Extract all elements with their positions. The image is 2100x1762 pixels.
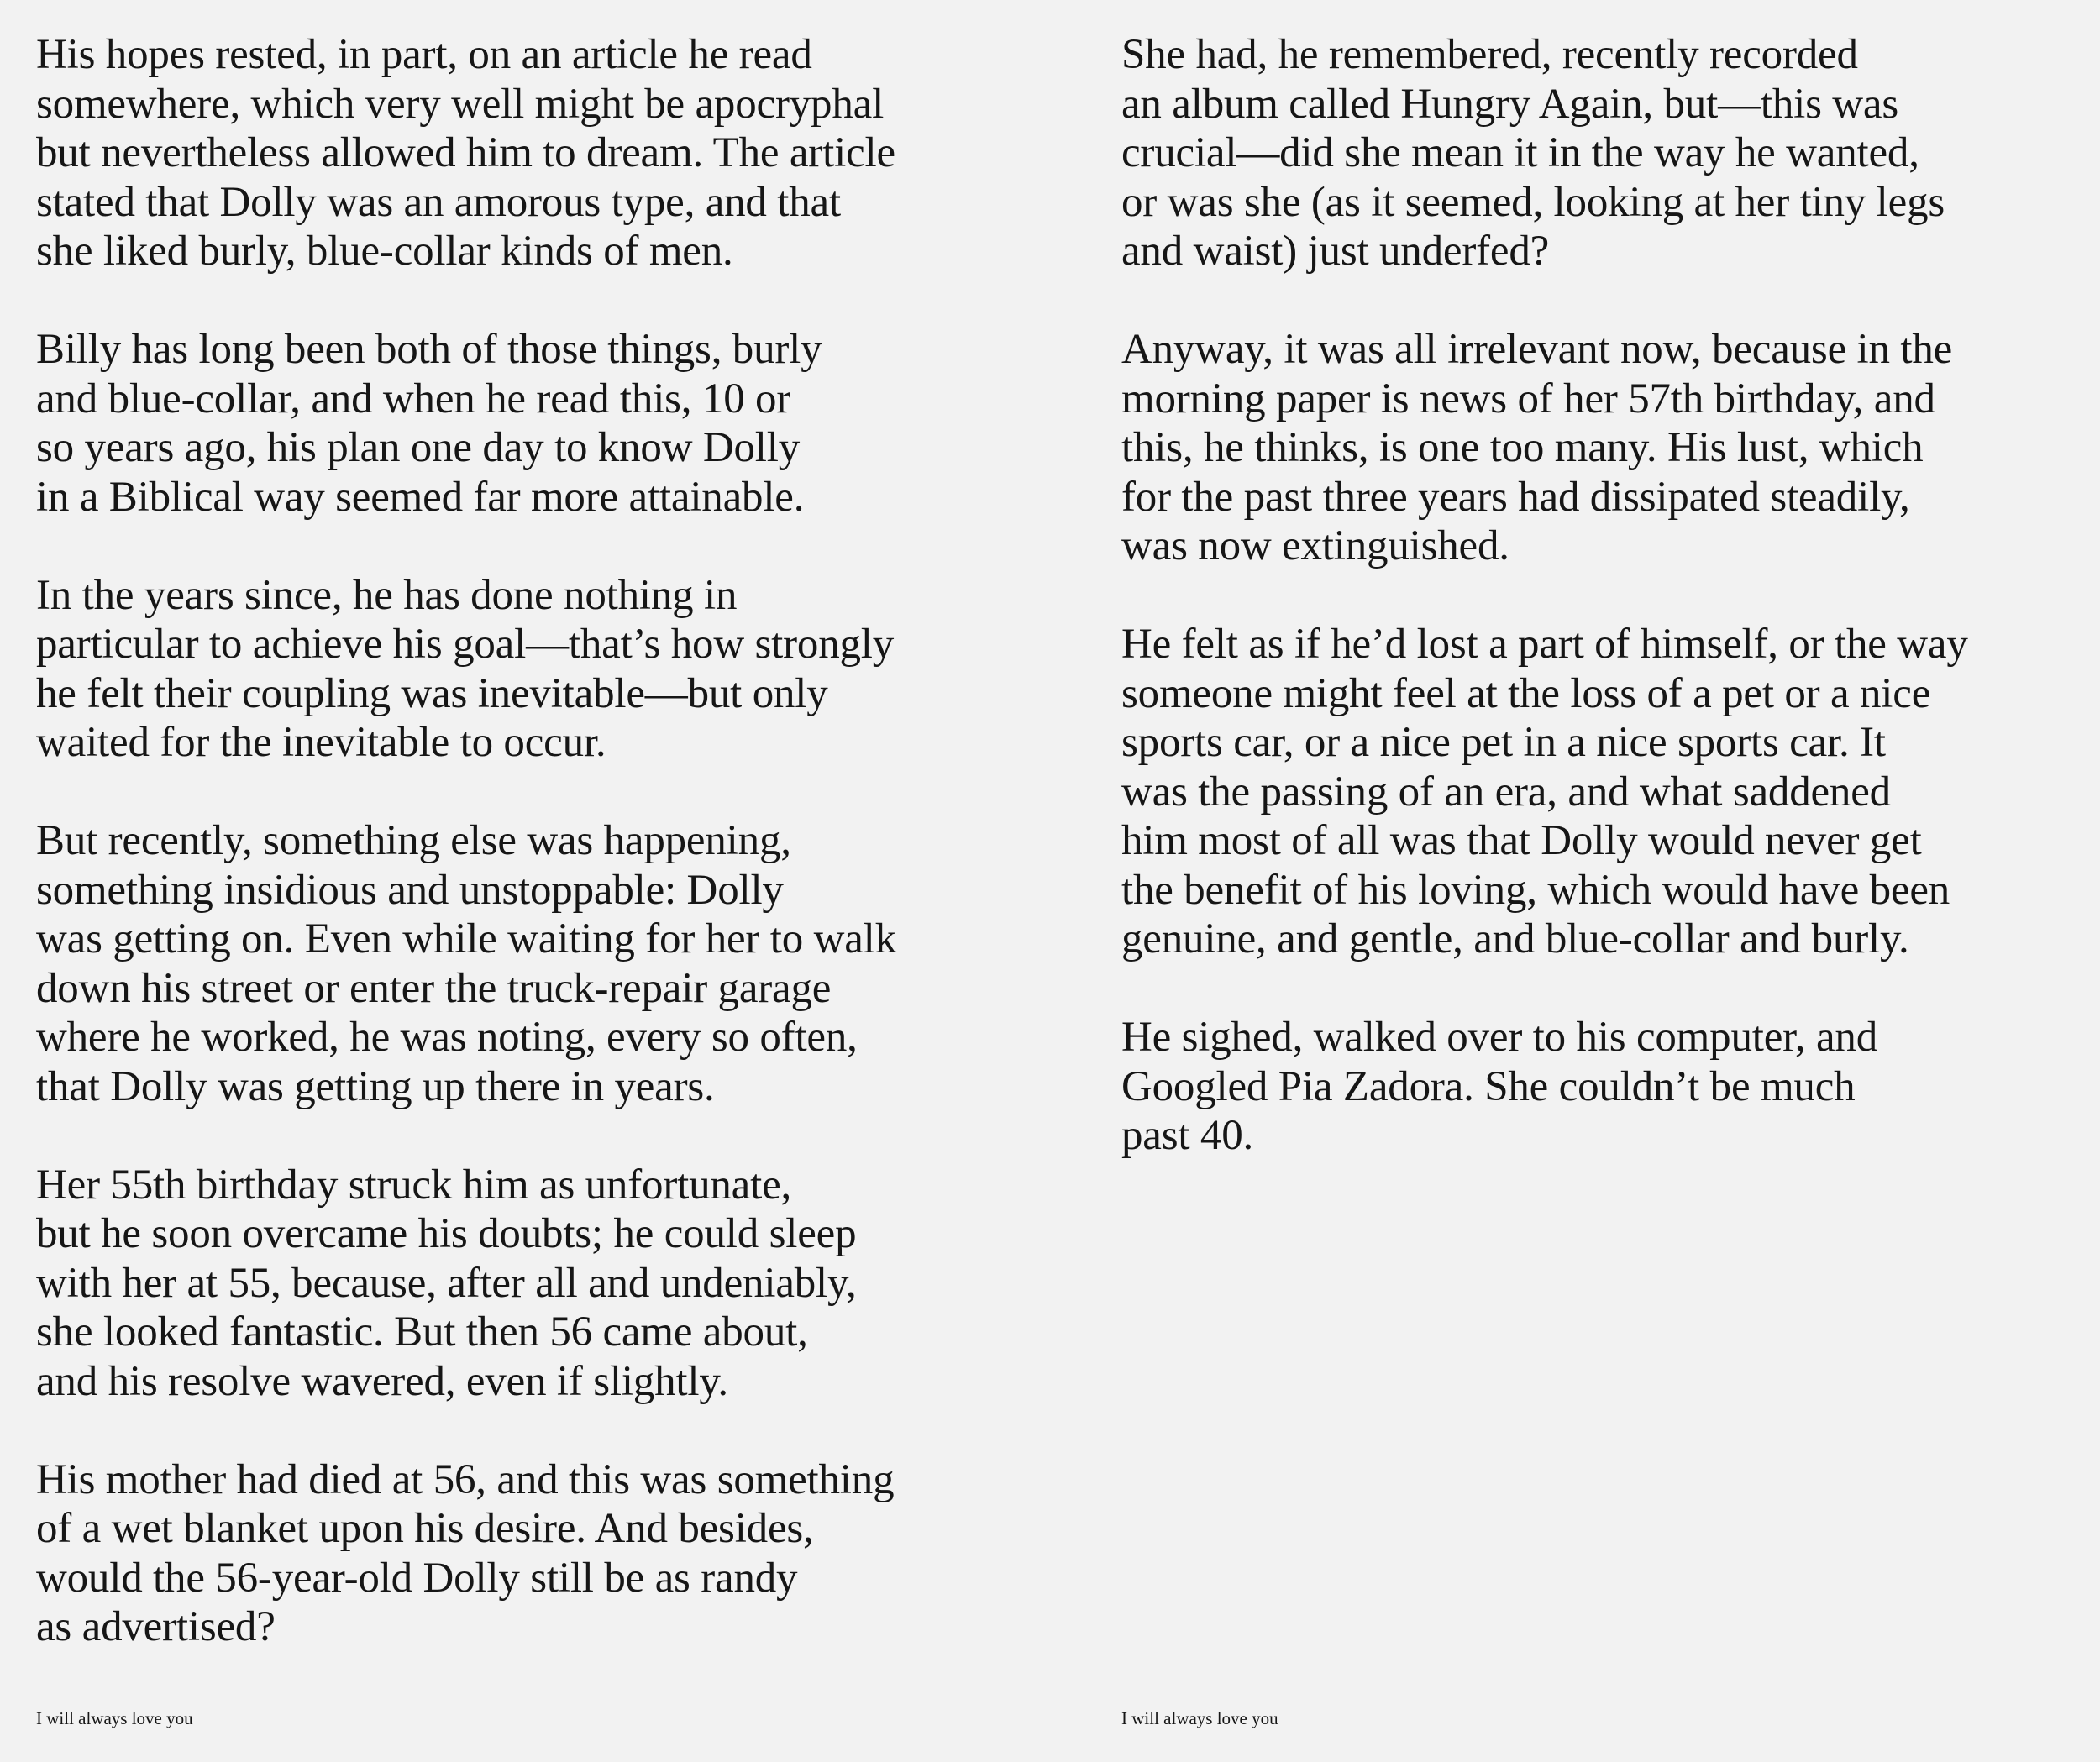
- footer-running-title-right: I will always love you: [1121, 1708, 1278, 1728]
- text-line: morning paper is news of her 57th birthday, and: [1121, 375, 1935, 422]
- paragraph: [1121, 620, 2100, 964]
- text-line: Her 55th birthday struck him as unfortunate,: [36, 1161, 792, 1209]
- text-line: where he worked, he was noting, every so often,: [36, 1014, 858, 1061]
- text-line: as advertised?: [36, 1603, 276, 1650]
- footer-running-title-left: I will always love you: [36, 1708, 193, 1728]
- text-line: down his street or enter the truck-repair garage: [36, 964, 832, 1012]
- text-line: His hopes rested, in part, on an article he read: [36, 31, 812, 78]
- text-line: particular to achieve his goal—that’s how strongly: [36, 621, 895, 668]
- text-line: She had, he remembered, recently recorded: [1121, 31, 1858, 78]
- paragraph: [36, 30, 1036, 276]
- text-line: she liked burly, blue-collar kinds of men.: [36, 228, 733, 275]
- paragraph: [1121, 325, 2100, 571]
- text-line: and his resolve wavered, even if slightly.: [36, 1357, 728, 1405]
- text-line: but he soon overcame his doubts; he could sleep: [36, 1210, 857, 1257]
- text-line: an album called Hungry Again, but—this was: [1121, 80, 1899, 128]
- text-line: of a wet blanket upon his desire. And besides,: [36, 1505, 814, 1552]
- text-line: Billy has long been both of those things, burly: [36, 326, 822, 373]
- text-line: this, he thinks, is one too many. His lust, which: [1121, 424, 1924, 471]
- paragraph: [1121, 30, 2100, 276]
- text-line: genuine, and gentle, and blue-collar and burly.: [1121, 915, 1909, 962]
- text-line: crucial—did she mean it in the way he wanted,: [1121, 129, 1919, 176]
- text-line: him most of all was that Dolly would never get: [1121, 817, 1922, 864]
- text-line: But recently, something else was happening,: [36, 817, 791, 864]
- text-line: In the years since, he has done nothing in: [36, 571, 738, 619]
- text-line: His mother had died at 56, and this was something: [36, 1455, 895, 1503]
- right-column: [1121, 30, 2100, 1209]
- text-line: something insidious and unstoppable: Dolly: [36, 866, 784, 914]
- text-line: but nevertheless allowed him to dream. The article: [36, 129, 895, 176]
- text-line: she looked fantastic. But then 56 came about,: [36, 1308, 808, 1356]
- text-line: waited for the inevitable to occur.: [36, 719, 606, 766]
- text-line: would the 56-year-old Dolly still be as randy: [36, 1554, 798, 1602]
- text-line: stated that Dolly was an amorous type, and that: [36, 178, 841, 226]
- paragraph: [36, 325, 1036, 522]
- text-line: past 40.: [1121, 1112, 1254, 1159]
- text-line: somewhere, which very well might be apocryphal: [36, 80, 885, 128]
- text-line: was the passing of an era, and what saddened: [1121, 768, 1891, 815]
- text-line: and waist) just underfed?: [1121, 228, 1550, 275]
- text-line: and blue-collar, and when he read this, 10 or: [36, 375, 791, 422]
- text-line: He sighed, walked over to his computer, and: [1121, 1014, 1878, 1061]
- text-line: Anyway, it was all irrelevant now, because in the: [1121, 326, 1953, 373]
- text-line: that Dolly was getting up there in years.: [36, 1062, 715, 1110]
- text-line: he felt their coupling was inevitable—but only: [36, 669, 828, 717]
- paragraph: [36, 816, 1036, 1111]
- text-line: Googled Pia Zadora. She couldn’t be much: [1121, 1062, 1856, 1110]
- paragraph: [1121, 1013, 2100, 1161]
- text-line: with her at 55, because, after all and undeniably,: [36, 1259, 857, 1307]
- text-line: was getting on. Even while waiting for her to walk: [36, 915, 896, 962]
- paragraph: [36, 571, 1036, 768]
- text-line: someone might feel at the loss of a pet or a nice: [1121, 669, 1931, 717]
- paragraph: [36, 1161, 1036, 1407]
- text-line: was now extinguished.: [1121, 522, 1509, 569]
- text-line: so years ago, his plan one day to know Dolly: [36, 424, 801, 471]
- text-line: He felt as if he’d lost a part of himself, or the way: [1121, 621, 1968, 668]
- text-line: for the past three years had dissipated steadily,: [1121, 473, 1910, 521]
- text-line: in a Biblical way seemed far more attainable.: [36, 473, 805, 521]
- paragraph: [36, 1455, 1036, 1652]
- text-line: or was she (as it seemed, looking at her tiny legs: [1121, 178, 1945, 226]
- left-column: [36, 30, 1036, 1701]
- text-line: sports car, or a nice pet in a nice sports car. It: [1121, 719, 1886, 766]
- text-line: the benefit of his loving, which would have been: [1121, 866, 1950, 914]
